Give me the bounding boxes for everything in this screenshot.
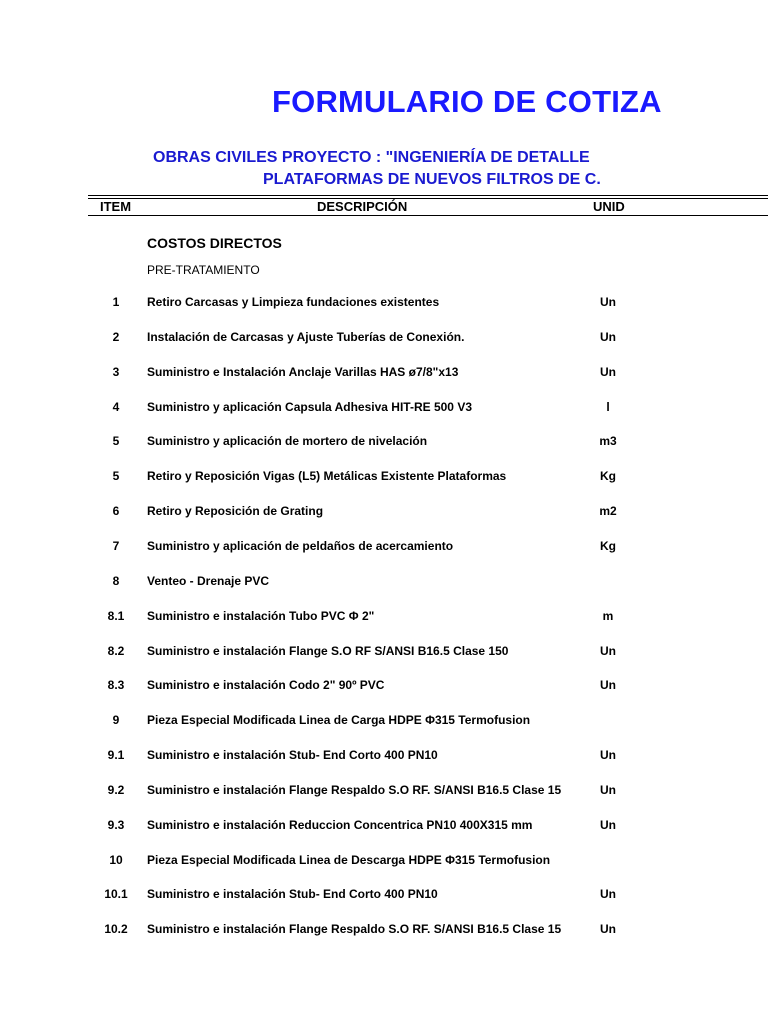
row-unit: l: [606, 400, 610, 414]
section-heading: COSTOS DIRECTOS: [147, 235, 282, 251]
row-description: Retiro Carcasas y Limpieza fundaciones existentes: [147, 295, 440, 309]
row-description: Pieza Especial Modificada Linea de Descarga HDPE Φ315 Termofusion: [147, 853, 551, 867]
row-item-number: 7: [112, 539, 120, 553]
row-unit: m: [602, 609, 614, 623]
row-unit: Un: [600, 783, 616, 797]
column-header-unit: UNID: [593, 199, 625, 214]
table-row: [0, 400, 768, 420]
header-bottom-rule: [88, 215, 768, 216]
table-row: [0, 365, 768, 385]
row-item-number: 1: [112, 295, 120, 309]
row-item-number: 5: [112, 434, 120, 448]
table-row: [0, 818, 768, 838]
table-row: [0, 678, 768, 698]
row-description: Pieza Especial Modificada Linea de Carga HDPE Φ315 Termofusion: [147, 713, 531, 727]
row-unit: Kg: [600, 539, 616, 553]
row-item-number: 5: [112, 469, 120, 483]
page-title: FORMULARIO DE COTIZA: [272, 84, 662, 119]
row-unit: Kg: [600, 469, 616, 483]
table-row: [0, 504, 768, 524]
row-unit: Un: [600, 922, 616, 936]
row-item-number: 9.3: [107, 818, 125, 832]
table-row: [0, 783, 768, 803]
row-unit: Un: [600, 644, 616, 658]
table-row: [0, 295, 768, 315]
subsection-heading: PRE-TRATAMIENTO: [147, 263, 260, 277]
project-subtitle-line-2: PLATAFORMAS DE NUEVOS FILTROS DE C.: [263, 171, 601, 188]
row-item-number: 8.2: [107, 644, 125, 658]
row-unit: Un: [600, 887, 616, 901]
row-item-number: 9: [112, 713, 120, 727]
row-description: Suministro y aplicación Capsula Adhesiva HIT-RE 500 V3: [147, 400, 472, 414]
row-unit: Un: [600, 295, 616, 309]
row-unit: Un: [600, 818, 616, 832]
table-row: [0, 330, 768, 350]
row-description: Retiro y Reposición de Grating: [147, 504, 324, 518]
row-description: Suministro e Instalación Anclaje Varillas HAS ø7/8"x13: [147, 365, 459, 379]
table-row: [0, 539, 768, 559]
table-row: [0, 644, 768, 664]
column-header-description: DESCRIPCIÓN: [317, 199, 408, 214]
row-description: Suministro e instalación Stub- End Corto 400 PN10: [147, 887, 438, 901]
row-description: Suministro e instalación Flange S.O RF S/ANSI B16.5 Clase 150: [147, 644, 509, 658]
row-description: Retiro y Reposición Vigas (L5) Metálicas Existente Plataformas: [147, 469, 507, 483]
row-description: Suministro e instalación Flange Respaldo S.O RF. S/ANSI B16.5 Clase 15: [147, 783, 562, 797]
row-unit: Un: [600, 748, 616, 762]
row-unit: Un: [600, 365, 616, 379]
table-row: [0, 922, 768, 942]
project-subtitle-line-1: OBRAS CIVILES PROYECTO : "INGENIERÍA DE DETALLE: [153, 149, 590, 166]
row-item-number: 8.1: [107, 609, 125, 623]
table-row: [0, 748, 768, 768]
column-header-item: ITEM: [100, 199, 132, 214]
row-item-number: 9.1: [107, 748, 125, 762]
row-description: Suministro e instalación Codo 2" 90º PVC: [147, 678, 385, 692]
row-description: Suministro e instalación Flange Respaldo S.O RF. S/ANSI B16.5 Clase 15: [147, 922, 562, 936]
table-row: [0, 853, 768, 873]
row-description: Suministro e instalación Reduccion Concentrica PN10 400X315 mm: [147, 818, 533, 832]
row-description: Suministro e instalación Tubo PVC Φ 2": [147, 609, 375, 623]
row-item-number: 9.2: [107, 783, 125, 797]
table-row: [0, 434, 768, 454]
row-description: Instalación de Carcasas y Ajuste Tuberías de Conexión.: [147, 330, 465, 344]
row-item-number: 8.3: [107, 678, 125, 692]
row-item-number: 2: [112, 330, 120, 344]
header-top-rule: [88, 195, 768, 196]
table-row: [0, 574, 768, 594]
row-item-number: 8: [112, 574, 120, 588]
table-row: [0, 469, 768, 489]
row-description: Suministro y aplicación de peldaños de acercamiento: [147, 539, 454, 553]
row-item-number: 3: [112, 365, 120, 379]
row-unit: m2: [599, 504, 617, 518]
table-row: [0, 713, 768, 733]
row-item-number: 10.1: [104, 887, 128, 901]
row-unit: m3: [599, 434, 617, 448]
row-description: Suministro e instalación Stub- End Corto 400 PN10: [147, 748, 438, 762]
header-top-rule-double: [88, 198, 768, 199]
row-item-number: 6: [112, 504, 120, 518]
row-item-number: 10.2: [104, 922, 128, 936]
row-unit: Un: [600, 330, 616, 344]
row-description: Venteo - Drenaje PVC: [147, 574, 270, 588]
table-row: [0, 609, 768, 629]
table-row: [0, 887, 768, 907]
row-item-number: 4: [112, 400, 120, 414]
row-unit: Un: [600, 678, 616, 692]
row-item-number: 10: [109, 853, 123, 867]
row-description: Suministro y aplicación de mortero de nivelación: [147, 434, 428, 448]
